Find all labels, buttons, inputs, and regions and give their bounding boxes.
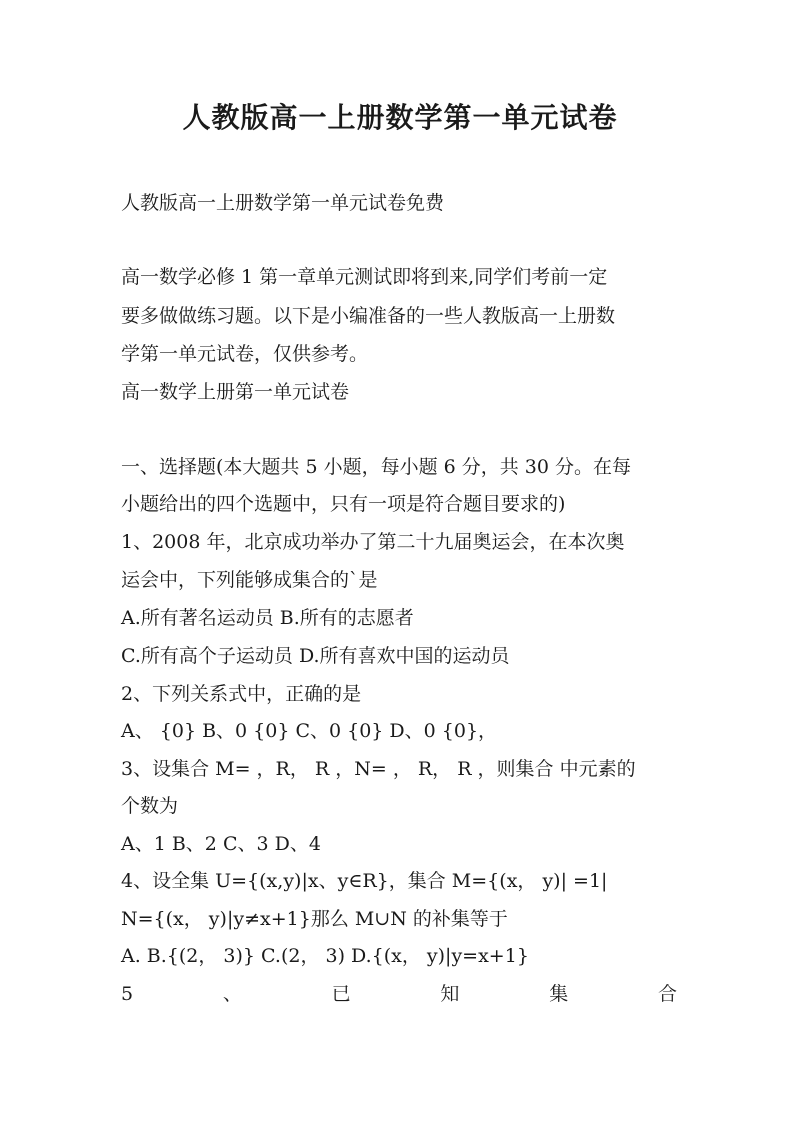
question-2-options: A、 {0} B、0 {0} C、0 {0} D、0 {0}，: [121, 720, 498, 742]
part1-heading-line-2: 小题给出的四个选题中，只有一项是符合题目要求的): [121, 493, 566, 515]
question-5-part: 合: [657, 983, 677, 1005]
question-4-line-2: N={(x， y)|y≠x+1}那么 M∪N 的补集等于: [121, 908, 508, 930]
subtitle: 人教版高一上册数学第一单元试卷免费: [121, 192, 445, 214]
part1-heading-line-1: 一、选择题(本大题共 5 小题，每小题 6 分，共 30 分。在每: [121, 456, 632, 478]
intro-line-1: 高一数学必修 1 第一章单元测试即将到来,同学们考前一定: [121, 266, 608, 288]
question-3-options: A、1 B、2 C、3 D、4: [121, 833, 321, 855]
intro-line-3: 学第一单元试卷，仅供参考。: [121, 343, 369, 365]
intro-line-2: 要多做做练习题。以下是小编准备的一些人教版高一上册数: [121, 305, 616, 327]
question-3-line-2: 个数为: [121, 795, 179, 817]
question-1-line-1: 1、2008 年，北京成功举办了第二十九届奥运会，在本次奥: [121, 531, 625, 553]
question-1-options-2: C.所有高个子运动员 D.所有喜欢中国的运动员: [121, 645, 510, 667]
question-5-part: 知: [440, 983, 460, 1005]
page-title: 人教版高一上册数学第一单元试卷: [182, 101, 618, 134]
question-5-part: 、: [222, 983, 242, 1005]
question-4-line-1: 4、设全集 U={(x,y)|x、y∈R}，集合 M={(x， y)| =1|: [121, 870, 608, 892]
question-5-part: 集: [549, 983, 569, 1005]
question-1-options-1: A.所有著名运动员 B.所有的志愿者: [121, 607, 414, 629]
question-5-part: 已: [331, 983, 351, 1005]
question-2-stem: 2、下列关系式中，正确的是: [121, 683, 362, 705]
section-heading: 高一数学上册第一单元试卷: [121, 381, 350, 403]
question-1-line-2: 运会中，下列能够成集合的`是: [121, 569, 378, 591]
question-4-options: A. B.{(2， 3)} C.(2， 3) D.{(x， y)|y=x+1}: [121, 945, 529, 967]
question-5-line-1: [121, 985, 677, 1004]
question-3-line-1: 3、设集合 M= ，R， R ，N= ， R， R ，则集合 中元素的: [121, 758, 636, 780]
question-5-part: 5: [121, 983, 134, 1005]
